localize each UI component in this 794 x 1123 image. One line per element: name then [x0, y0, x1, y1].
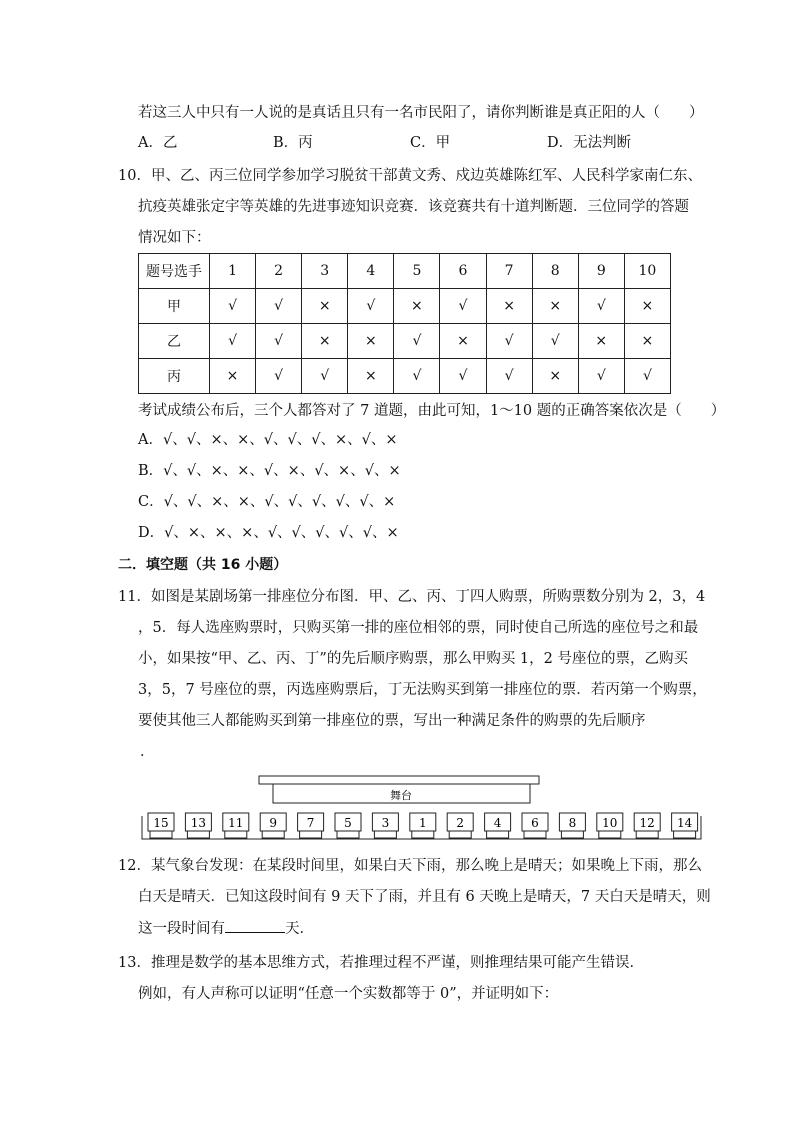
q10-after-table: 考试成绩公布后，三个人都答对了 7 道题，由此可知，1～10 题的正确答案依次是（ ）: [138, 403, 726, 419]
seat-base: [674, 831, 696, 838]
answer-table-header-row: [139, 254, 671, 289]
q10-option-d[interactable]: D．√、×、×、×、√、√、√、√、√、×: [138, 525, 399, 541]
seat-map-figure: [0, 772, 794, 842]
answer-table: [138, 253, 671, 394]
player-name: 甲: [139, 289, 210, 324]
seat-base: [300, 831, 322, 838]
seat-number: 6: [531, 816, 539, 830]
answer-mark: √: [624, 359, 670, 394]
q12-line-1: 12．某气象台发现：在某段时间里，如果白天下雨，那么晚上是晴天；如果晚上下雨，那么: [118, 858, 702, 874]
q10-option-b[interactable]: B．√、√、×、×、√、×、√、×、√、×: [138, 463, 401, 479]
player-name: 丙: [139, 359, 210, 394]
answer-mark: ×: [624, 289, 670, 324]
q10-option-a[interactable]: A．√、√、×、×、√、√、√、×、√、×: [138, 432, 398, 448]
seat-base: [337, 831, 359, 838]
answer-mark: √: [532, 324, 578, 359]
q13-line-2: 例如，有人声称可以证明“任意一个实数都等于 0”，并证明如下：: [138, 986, 559, 1002]
q9-option-a[interactable]: A．乙: [138, 135, 178, 151]
seat-number: 2: [456, 816, 465, 830]
q13-line-1: 13．推理是数学的基本思维方式，若推理过程不严谨，则推理结果可能产生错误．: [118, 955, 644, 971]
question-number: 7: [486, 254, 532, 289]
seat-row: [148, 813, 698, 838]
answer-mark: ×: [210, 359, 256, 394]
question-number: 10: [624, 254, 670, 289]
answer-mark: ×: [486, 289, 532, 324]
seat-number: 1: [418, 816, 427, 830]
seat-base: [262, 831, 284, 838]
seat-base: [449, 831, 471, 838]
answer-table-row-jia: [139, 289, 671, 324]
seat-number: 7: [306, 816, 315, 830]
seat-base: [225, 831, 247, 838]
q9-option-b[interactable]: B．丙: [273, 135, 313, 151]
q11-line-2: ，5．每人选座购票时，只购买第一排的座位相邻的票，同时使自己所选的座位号之和最: [138, 620, 699, 636]
stage-top-bar: [259, 776, 539, 784]
answer-mark: ×: [302, 324, 348, 359]
answer-mark: √: [302, 359, 348, 394]
answer-mark: √: [256, 289, 302, 324]
q12-line-2: 白天是晴天．已知这段时间有 9 天下了雨，并且有 6 天晚上是晴天，7 天白天是晴天，则: [138, 889, 711, 905]
q11-line-4: 3，5，7 号座位的票，丙选座购票后，丁无法购买到第一排座位的票．若丙第一个购票，: [138, 682, 707, 698]
seat-base: [150, 831, 172, 838]
q12-line-3-prefix: 这一段时间有: [138, 921, 225, 937]
answer-mark: √: [578, 289, 624, 324]
answer-mark: ×: [532, 289, 578, 324]
q11-line-5: 要使其他三人都能购买到第一排座位的票，写出一种满足条件的购票的先后顺序: [138, 713, 646, 729]
q12-line-3-suffix: 天．: [285, 921, 314, 937]
answer-table-row-bing: [139, 359, 671, 394]
seat-base: [374, 831, 396, 838]
seat-number: 13: [190, 816, 207, 830]
header-label: 题号选手: [139, 254, 210, 289]
answer-mark: √: [210, 324, 256, 359]
q11-line-1: 11．如图是某剧场第一排座位分布图．甲、乙、丙、丁四人购票，所购票数分别为 2，3，4: [118, 589, 706, 605]
answer-mark: √: [394, 359, 440, 394]
answer-mark: ×: [348, 324, 394, 359]
q10-line-1: 10．甲、乙、丙三位同学参加学习脱贫干部黄文秀、戍边英雄陈红军、人民科学家南仁东、: [118, 168, 702, 184]
seat-base: [636, 831, 658, 838]
answer-mark: ×: [578, 324, 624, 359]
section-title: 二．填空题（共 16 小题）: [118, 557, 288, 573]
question-number: 8: [532, 254, 578, 289]
answer-mark: √: [210, 289, 256, 324]
seat-number: 3: [381, 816, 390, 830]
answer-table-row-yi: [139, 324, 671, 359]
seat-base: [412, 831, 434, 838]
q11-line-6: ．: [140, 744, 155, 760]
question-number: 5: [394, 254, 440, 289]
question-number: 4: [348, 254, 394, 289]
q9-options: [138, 131, 698, 153]
answer-mark: √: [440, 359, 486, 394]
seat-base: [561, 831, 583, 838]
question-number: 9: [578, 254, 624, 289]
seat-base: [524, 831, 546, 838]
answer-mark: √: [440, 289, 486, 324]
answer-mark: √: [486, 324, 532, 359]
q12-answer-blank[interactable]: [225, 918, 285, 933]
seat-number: 14: [676, 816, 693, 830]
seat-number: 11: [228, 816, 244, 830]
answer-mark: √: [348, 289, 394, 324]
seat-number: 8: [568, 816, 577, 830]
answer-mark: ×: [532, 359, 578, 394]
seat-base: [487, 831, 509, 838]
stage-label: 舞台: [390, 789, 412, 802]
seat-base: [187, 831, 209, 838]
answer-mark: √: [486, 359, 532, 394]
q9-stem: 若这三人中只有一人说的是真话且只有一名市民阳了，请你判断谁是真正阳的人（ ）: [138, 105, 704, 121]
answer-mark: √: [256, 324, 302, 359]
answer-mark: √: [578, 359, 624, 394]
answer-mark: ×: [440, 324, 486, 359]
question-number: 6: [440, 254, 486, 289]
q10-line-2: 抗疫英雄张定宇等英雄的先进事迹知识竞赛．该竞赛共有十道判断题．三位同学的答题: [138, 199, 689, 215]
answer-mark: ×: [624, 324, 670, 359]
q9-option-c[interactable]: C．甲: [410, 135, 451, 151]
question-number: 2: [256, 254, 302, 289]
player-name: 乙: [139, 324, 210, 359]
answer-mark: ×: [302, 289, 348, 324]
question-number: 1: [210, 254, 256, 289]
q11-line-3: 小，如果按“甲、乙、丙、丁”的先后顺序购票，那么甲购买 1，2 号座位的票，乙购买: [138, 651, 688, 667]
q9-option-d[interactable]: D．无法判断: [547, 135, 632, 151]
seat-number: 15: [153, 816, 169, 830]
answer-mark: √: [394, 324, 440, 359]
seat-base: [599, 831, 621, 838]
answer-mark: ×: [394, 289, 440, 324]
seat-number: 4: [493, 816, 502, 830]
q12-line-3: [138, 918, 314, 939]
answer-mark: √: [256, 359, 302, 394]
seat-number: 10: [602, 816, 618, 830]
seat-number: 12: [639, 816, 655, 830]
question-number: 3: [302, 254, 348, 289]
seat-number: 9: [269, 816, 278, 830]
q10-option-c[interactable]: C．√、√、×、×、√、√、√、√、√、×: [138, 494, 396, 510]
answer-mark: ×: [348, 359, 394, 394]
q10-line-3: 情况如下：: [138, 230, 211, 246]
seat-number: 5: [344, 816, 352, 830]
